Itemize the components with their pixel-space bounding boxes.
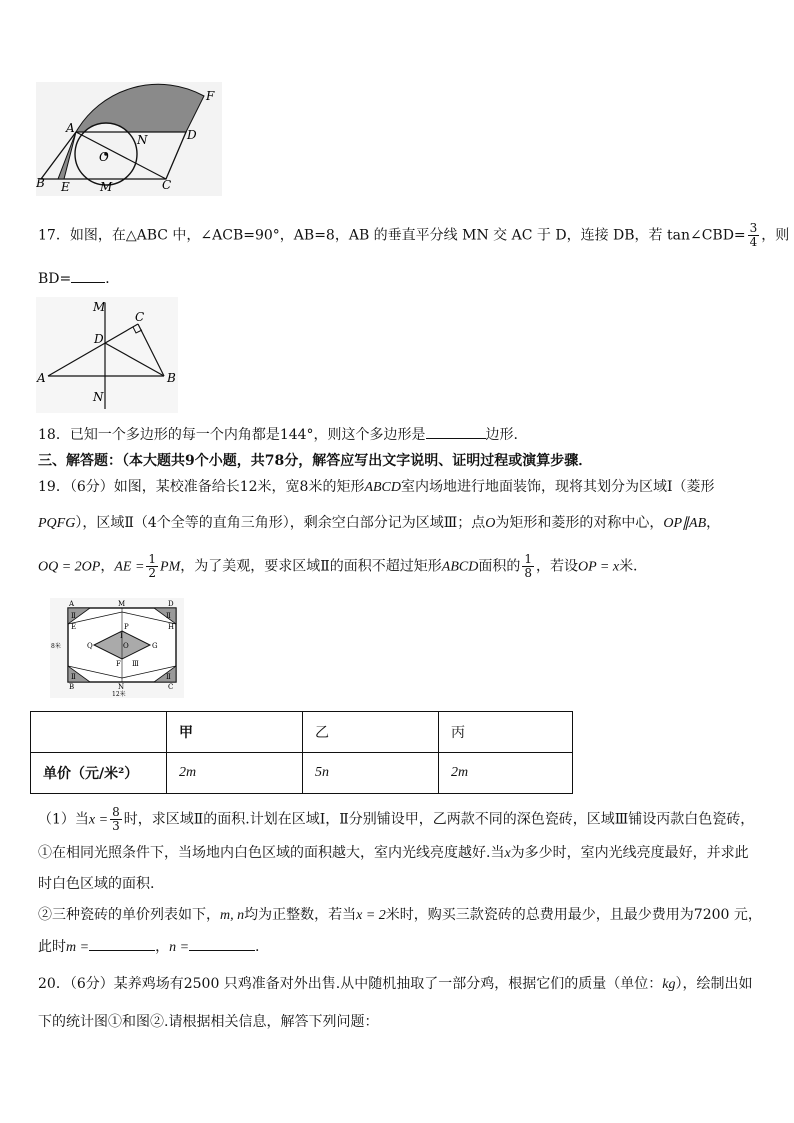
part1-frac-den: 3	[112, 819, 120, 833]
part-1	[38, 806, 754, 833]
fig19-label-F: F	[116, 660, 121, 668]
q18-answer-blank[interactable]	[426, 438, 486, 439]
sub2-l1-b: 均为正整数，若当	[244, 907, 357, 923]
fig16-label-O: O	[99, 150, 109, 164]
sub1-l1-a: ①在相同光照条件下，当场地内白色区域的面积越大，室内光线亮度越好.当	[38, 845, 505, 861]
fig19-label-N: N	[118, 683, 125, 691]
q19-l3-ae: AE =	[114, 559, 145, 575]
table-cell-jia-price: 2m	[167, 753, 303, 794]
sub-2-line1	[38, 905, 762, 926]
fig17-label-C: C	[135, 310, 145, 324]
table-cell-yi-price: 5n	[303, 753, 439, 794]
fig19-label-E: E	[71, 623, 77, 631]
price-table	[30, 711, 573, 794]
fig16-label-B: B	[36, 176, 45, 190]
fig17-label-N: N	[93, 390, 104, 404]
q19-l3-pm: PM	[160, 559, 181, 575]
q17-frac-num: 3	[749, 221, 758, 235]
q19-l3-e: 米.	[619, 558, 638, 575]
sub2-l1-a: ②三种瓷砖的单价列表如下，	[38, 907, 220, 923]
sub2-m-blank[interactable]	[89, 950, 155, 951]
q19-l1-b: 室内场地进行地面装饰，现将其划分为区域Ⅰ（菱形	[401, 479, 715, 495]
sub2-l2-m: m =	[66, 940, 90, 955]
q19-frac-eighth-num: 1	[524, 552, 532, 566]
q19-l3-c: 面积的	[478, 558, 521, 575]
q19-l2-a: ），区域Ⅱ（4个全等的直角三角形），剩余空白部分记为区域Ⅲ；点	[75, 515, 486, 531]
fig19-label-II-bl: Ⅱ	[71, 673, 76, 681]
q17-answer-blank[interactable]	[71, 282, 105, 283]
q19-l3-a: ，	[100, 558, 115, 575]
q19-frac-eighth	[522, 553, 534, 580]
q17-text-a: 如图，在△ABC 中，∠ACB=90°，AB=8，AB 的垂直平分线 MN 交 AC 于 D，连接 DB，若 tan∠CBD=	[69, 227, 746, 244]
part1-x: x =	[88, 812, 109, 828]
fig19-label-III: Ⅲ	[132, 660, 139, 668]
table-header-yi: 乙	[303, 712, 439, 753]
sub2-l1-c: 米时，购买三款瓷砖的总费用最少，且最少费用为7200 元，	[385, 907, 762, 923]
q19-frac-half	[146, 553, 158, 580]
fig19-label-M: M	[118, 600, 126, 608]
table-cell-bing-price: 2m	[439, 753, 573, 794]
q19-frac-half-den: 2	[148, 566, 157, 580]
fig19-label-H: H	[168, 623, 175, 631]
sub1-l1-b: 为多少时，室内光线亮度最好，并求此	[510, 845, 749, 861]
q18-text-a: 18．已知一个多边形的每一个内角都是144°，则这个多边形是	[38, 427, 426, 443]
sub2-l2-n: n =	[169, 940, 190, 955]
figure-q17	[36, 297, 178, 413]
fig19-label-8m: 8米	[51, 643, 61, 650]
question-20-line2: 下的统计图①和图②.请根据相关信息，解答下列问题：	[38, 1014, 379, 1030]
fig17-label-D: D	[94, 332, 104, 346]
q19-l3-op: OP = x	[577, 559, 620, 575]
table-header-row	[31, 712, 573, 753]
sub2-l2-a: 此时	[38, 939, 66, 955]
fig19-label-D: D	[168, 600, 174, 608]
fig17-label-M: M	[93, 300, 106, 314]
q17-text-b: ，则	[761, 227, 790, 244]
fig17-label-A: A	[37, 371, 46, 385]
q17-bd: BD=	[38, 271, 72, 287]
part1-a: （1）当	[38, 811, 89, 828]
fig16-label-N: N	[137, 133, 148, 147]
sub2-l1-x: x = 2	[356, 908, 386, 923]
q17-end: ．	[105, 271, 120, 287]
part1-fraction	[110, 806, 122, 833]
fig19-label-G: G	[152, 642, 158, 650]
q19-l3-abcd: ABCD	[441, 559, 479, 575]
question-20-line1	[38, 974, 752, 995]
q19-l3-d: ，若设	[535, 558, 578, 575]
question-19-line1	[38, 477, 715, 498]
fig19-label-B: B	[69, 683, 75, 691]
fig19-label-I: Ⅰ	[120, 632, 123, 640]
question-19-line3	[38, 553, 638, 580]
part1-b: 时，求区域Ⅱ的面积.计划在区域Ⅰ，Ⅱ分别铺设甲，乙两款不同的深色瓷砖，区域Ⅲ铺设丙款白色瓷砖，	[123, 811, 755, 828]
table-header-bing: 丙	[439, 712, 573, 753]
q20-l1-b: ），绘制出如	[675, 976, 753, 992]
sub-1-line1	[38, 843, 749, 864]
q19-l1-a: 19．（6分）如图，某校准备给长12米，宽8米的矩形	[38, 479, 365, 495]
question-19-line2	[38, 513, 720, 534]
q19-l2-pqfg: PQFG	[38, 516, 76, 531]
sub2-l2-b: ，	[155, 939, 170, 955]
q19-l1-abcd: ABCD	[364, 480, 402, 495]
fig19-label-12m: 12米	[112, 691, 126, 698]
table-row-label: 单价（元/米²）	[31, 753, 167, 794]
table-row	[31, 753, 573, 794]
table-header-empty	[31, 712, 167, 753]
q19-l3-oq: OQ = 2OP	[38, 559, 101, 575]
q18-text-b: 边形.	[485, 427, 518, 443]
fig16-label-D: D	[187, 128, 197, 142]
figure-q16	[36, 82, 222, 196]
table-header-jia: 甲	[167, 712, 303, 753]
figure-q19	[50, 598, 184, 698]
fig16-label-F: F	[206, 89, 215, 103]
q17-frac-den: 4	[749, 235, 758, 249]
fig19-label-C: C	[168, 683, 174, 691]
sub-2-line2	[38, 937, 259, 958]
fig16-label-C: C	[162, 178, 172, 192]
q19-frac-eighth-den: 8	[524, 566, 532, 580]
q19-l3-b: ，为了美观，要求区域Ⅱ的面积不超过矩形	[180, 558, 442, 575]
part1-frac-num: 8	[112, 805, 120, 819]
q20-l1-a: 20．（6分）某养鸡场有2500 只鸡准备对外出售.从中随机抽取了一部分鸡，根据它们的质量（单位：	[38, 976, 663, 992]
question-17-line2	[38, 269, 119, 289]
q19-l2-rel: OP∥AB	[663, 516, 707, 531]
q20-l1-kg: kg	[662, 977, 676, 992]
sub2-n-blank[interactable]	[189, 950, 255, 951]
question-18	[38, 425, 518, 445]
sub2-l2-c: .	[255, 939, 260, 955]
fig19-label-P: P	[124, 623, 129, 631]
sub1-l1-x: x	[504, 846, 511, 861]
q19-l2-o: O	[485, 516, 496, 531]
fig16-label-A: A	[66, 121, 75, 135]
fig19-label-II-br: Ⅱ	[166, 673, 171, 681]
q17-fraction	[748, 222, 760, 249]
fig19-label-II-tr: Ⅱ	[166, 612, 171, 620]
q19-l2-c: ，	[706, 515, 721, 531]
q19-frac-half-num: 1	[148, 552, 157, 566]
q19-l2-b: 为矩形和菱形的对称中心，	[495, 515, 664, 531]
section-3-heading: 三、解答题：（本大题共9个小题，共78分，解答应写出文字说明、证明过程或演算步骤．	[38, 453, 593, 469]
fig17-label-B: B	[167, 371, 176, 385]
q17-number: 17．	[38, 227, 70, 244]
fig19-label-Q: Q	[87, 642, 93, 650]
fig16-label-E: E	[61, 180, 70, 194]
fig16-label-M: M	[100, 180, 113, 194]
question-17-line1	[38, 222, 789, 249]
fig19-label-A: A	[69, 600, 75, 608]
fig19-label-II-tl: Ⅱ	[71, 612, 76, 620]
sub-1-line2: 时白色区域的面积.	[38, 876, 155, 892]
sub2-l1-mn: m, n	[220, 908, 245, 923]
fig19-label-O: O	[123, 642, 129, 650]
